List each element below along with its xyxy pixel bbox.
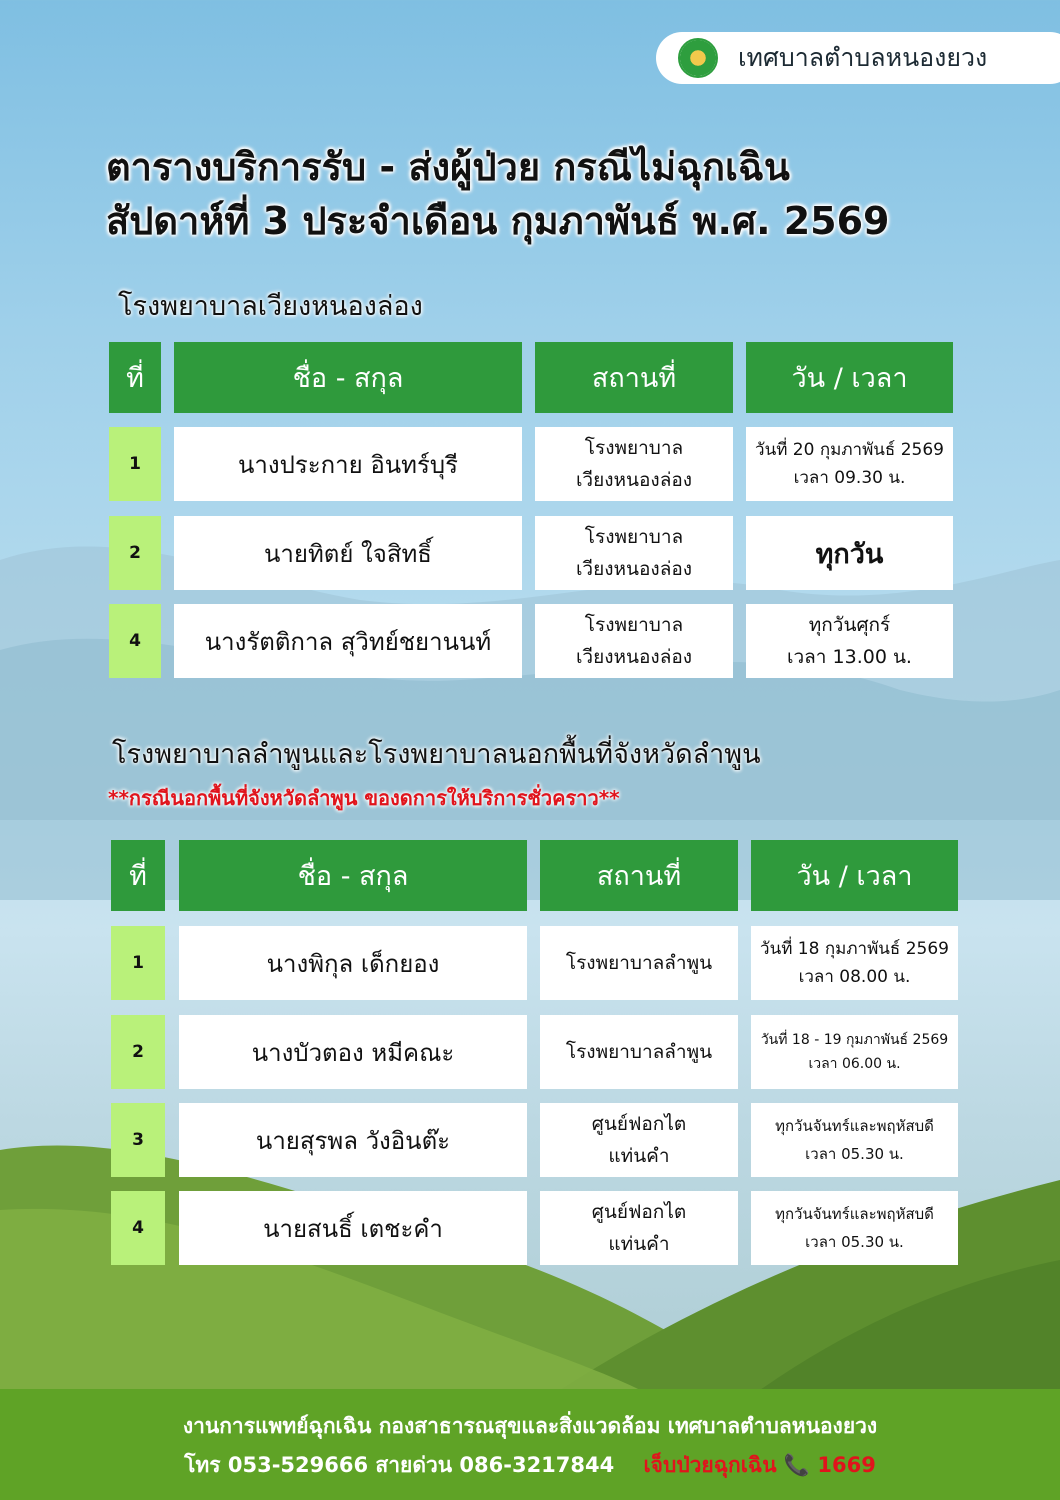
footer-emergency-number: 1669 xyxy=(817,1453,876,1477)
s1-row1-no: 1 xyxy=(109,427,161,501)
footer-department: งานการแพทย์ฉุกเฉิน กองสาธารณสุขและสิ่งแวดล้อม เทศบาลตำบลหนองยวง xyxy=(182,1414,878,1438)
s2-row1-date: วันที่ 18 กุมภาพันธ์ 2569 xyxy=(760,939,949,959)
org-badge xyxy=(656,32,1060,84)
org-name: เทศบาลตำบลหนองยวง xyxy=(738,43,988,72)
footer-bar xyxy=(0,1389,1060,1500)
page-title-line2: สัปดาห์ที่ 3 ประจำเดือน กุมภาพันธ์ พ.ศ. 2569 xyxy=(106,199,890,243)
s2-row1-time: เวลา 08.00 น. xyxy=(798,967,911,987)
s1-row2-place xyxy=(535,516,733,590)
s2-row2-no: 2 xyxy=(111,1015,165,1089)
s2-row1-name: นางพิกุล เด็กยอง xyxy=(179,926,527,1000)
s1-header-datetime: วัน / เวลา xyxy=(746,342,953,413)
s2-row1-datetime xyxy=(751,926,958,1000)
s1-row2-name: นายทิตย์ ใจสิทธิ์ xyxy=(174,516,522,590)
footer-contact: โทร 053-529666 สายด่วน 086-3217844 xyxy=(184,1453,615,1477)
s1-row3-place xyxy=(535,604,733,678)
section2-notice: **กรณีนอกพื้นที่จังหวัดลำพูน ของดการให้บริการชั่วคราว** xyxy=(108,786,620,810)
s1-row1-place-line2: เวียงหนองล่อง xyxy=(575,469,693,491)
s2-row2-place: โรงพยาบาลลำพูน xyxy=(540,1015,738,1089)
s2-row3-place-line1: ศูนย์ฟอกไต xyxy=(591,1113,687,1135)
s2-row2-datetime xyxy=(751,1015,958,1089)
s2-header-datetime: วัน / เวลา xyxy=(751,840,958,911)
page-title-line1: ตารางบริการรับ - ส่งผู้ป่วย กรณีไม่ฉุกเฉิน xyxy=(106,145,790,189)
s2-row1-no: 1 xyxy=(111,926,165,1000)
s2-row4-name: นายสนธิ์ เตชะคำ xyxy=(179,1191,527,1265)
s2-row3-place xyxy=(540,1103,738,1177)
s2-header-place: สถานที่ xyxy=(540,840,738,911)
s2-row4-time: เวลา 05.30 น. xyxy=(805,1233,904,1251)
s1-row1-place xyxy=(535,427,733,501)
s1-row2-place-line2: เวียงหนองล่อง xyxy=(575,558,693,580)
section1-title: โรงพยาบาลเวียงหนองล่อง xyxy=(118,291,423,322)
municipality-logo-icon xyxy=(678,38,718,78)
s2-row4-place-line2: แท่นคำ xyxy=(608,1233,670,1255)
s2-row3-no: 3 xyxy=(111,1103,165,1177)
s1-row3-place-line1: โรงพยาบาล xyxy=(584,614,684,636)
s1-row3-place-line2: เวียงหนองล่อง xyxy=(575,646,693,668)
s1-row1-time: เวลา 09.30 น. xyxy=(793,468,906,488)
s1-row2-datetime: ทุกวัน xyxy=(746,516,953,590)
s1-row2-no: 2 xyxy=(109,516,161,590)
s2-row3-date: ทุกวันจันทร์และพฤหัสบดี xyxy=(775,1117,934,1135)
s2-row3-name: นายสุรพล วังอินต๊ะ xyxy=(179,1103,527,1177)
footer-emergency-label: เจ็บป่วยฉุกเฉิน xyxy=(643,1453,777,1477)
s2-row3-datetime xyxy=(751,1103,958,1177)
s2-row4-date: ทุกวันจันทร์และพฤหัสบดี xyxy=(775,1205,934,1223)
s1-row3-date: ทุกวันศุกร์ xyxy=(808,614,891,636)
s2-row3-time: เวลา 05.30 น. xyxy=(805,1145,904,1163)
s2-row4-place-line1: ศูนย์ฟอกไต xyxy=(591,1201,687,1223)
s1-row3-no: 4 xyxy=(109,604,161,678)
footer-contact-line xyxy=(0,1449,1060,1482)
phone-icon: 📞 xyxy=(783,1453,811,1477)
section2-title: โรงพยาบาลลำพูนและโรงพยาบาลนอกพื้นที่จังหวัดลำพูน xyxy=(112,739,761,770)
s2-row4-no: 4 xyxy=(111,1191,165,1265)
s1-row3-time: เวลา 13.00 น. xyxy=(787,646,912,668)
s2-row1-place: โรงพยาบาลลำพูน xyxy=(540,926,738,1000)
s1-header-no: ที่ xyxy=(109,342,161,413)
s2-row4-datetime xyxy=(751,1191,958,1265)
s1-row1-date: วันที่ 20 กุมภาพันธ์ 2569 xyxy=(755,440,944,460)
s1-header-name: ชื่อ - สกุล xyxy=(174,342,522,413)
s1-row1-place-line1: โรงพยาบาล xyxy=(584,437,684,459)
s2-header-name: ชื่อ - สกุล xyxy=(179,840,527,911)
s1-row3-name: นางรัตติกาล สุวิทย์ชยานนท์ xyxy=(174,604,522,678)
s1-row1-datetime xyxy=(746,427,953,501)
s2-row2-time: เวลา 06.00 น. xyxy=(808,1056,901,1072)
s1-row1-name: นางประกาย อินทร์บุรี xyxy=(174,427,522,501)
s2-row4-place xyxy=(540,1191,738,1265)
s2-row2-date: วันที่ 18 - 19 กุมภาพันธ์ 2569 xyxy=(760,1032,949,1048)
s1-row2-place-line1: โรงพยาบาล xyxy=(584,526,684,548)
s2-row3-place-line2: แท่นคำ xyxy=(608,1145,670,1167)
s2-row2-name: นางบัวตอง หมีคณะ xyxy=(179,1015,527,1089)
s1-row3-datetime xyxy=(746,604,953,678)
s1-header-place: สถานที่ xyxy=(535,342,733,413)
s2-header-no: ที่ xyxy=(111,840,165,911)
